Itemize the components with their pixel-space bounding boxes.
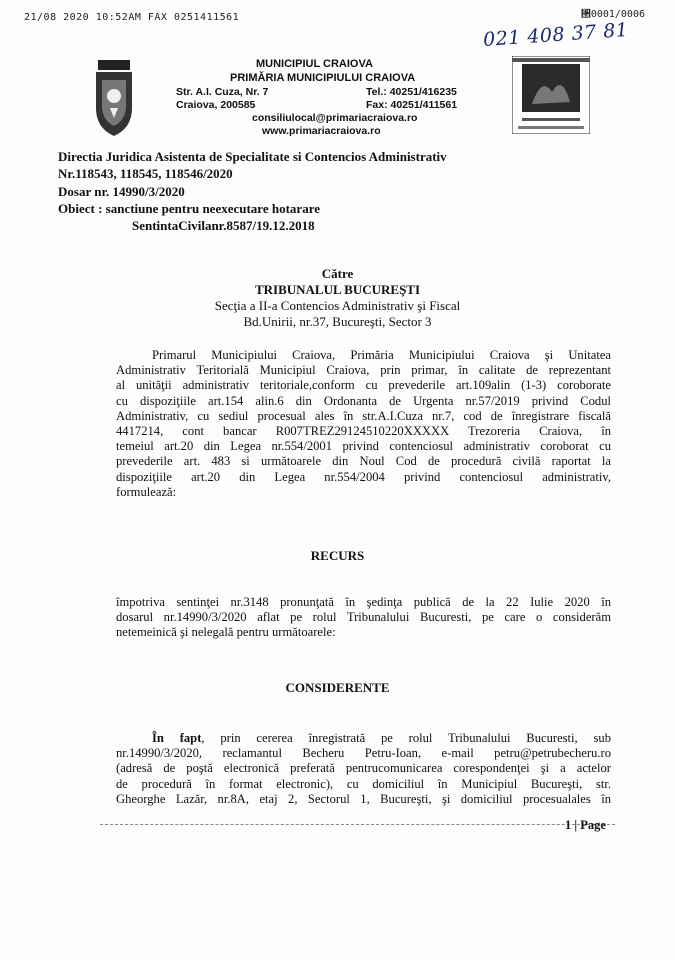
- municipality-name: MUNICIPIUL CRAIOVA: [256, 58, 373, 70]
- considerente-heading: CONSIDERENTE: [285, 680, 390, 695]
- addressee-to: Către: [321, 266, 354, 281]
- street-address: Str. A.I. Cuza, Nr. 7: [176, 86, 269, 98]
- intro-line: cu dispoziţiile art.154 alin.6 din Ordonanta de Urgenta nr.57/2019 privind Codul: [116, 393, 611, 408]
- city-hall-name: PRIMĂRIA MUNICIPIULUI CRAIOVA: [230, 72, 416, 84]
- facts-line: [116, 731, 611, 746]
- intro-line: 4417214, cont bancar R007TREZ29124510220XXXXX Trezoreria Craiova, în: [116, 424, 611, 439]
- intro-line: al unităţii administrativ teritoriale,conform cu prevederile art.109alin (1-3) coroborate: [116, 378, 611, 393]
- intro-line: Administrativ, cu sediul procesual ales în str.A.I.Cuza nr.7, cod de înregistrare fiscală: [116, 408, 611, 423]
- against-line: împotriva sentinţei nr.3148 pronunţată în şedinţa publică de la 22 Iulie 2020 în: [116, 595, 611, 609]
- certification-logo-icon: [512, 56, 590, 134]
- fax-page-counter: ⑒0001/0006: [580, 9, 645, 20]
- email-address: consiliulocal@primariacraiova.ro: [252, 112, 418, 124]
- facts-line: nr.14990/3/2020, reclamantul Becheru Petru-Ioan, e-mail petru@petrubecheru.ro: [116, 746, 611, 761]
- court-address: Bd.Unirii, nr.37, Bucureşti, Sector 3: [243, 314, 432, 329]
- facts-lead-rest: , prin cererea înregistrată pe rolul Tribunalului Bucuresti, sub: [201, 731, 611, 745]
- against-line: netemeinică şi nelegală pentru următoarele:: [116, 625, 336, 640]
- handwritten-number: 021 408 37 81: [482, 18, 630, 52]
- against-line: dosarul nr.14990/3/2020 aflat pe rolul Tribunalului Bucuresti, pe care o considerăm: [116, 610, 611, 625]
- subject-line: Obiect : sanctiune pentru neexecutare hotarare: [58, 201, 320, 216]
- city-postal: Craiova, 200585: [176, 99, 256, 111]
- court-name: TRIBUNALUL BUCUREŞTI: [254, 282, 421, 297]
- against-paragraph: [116, 595, 611, 641]
- registration-numbers: Nr.118543, 118545, 118546/2020: [58, 166, 233, 181]
- facts-paragraph: [116, 731, 611, 807]
- intro-line: prevederile art. 483 si următoarele din Noul Cod de procedură civilă raportat la: [116, 454, 611, 469]
- facts-line: Gheorghe Lazăr, nr.8A, etaj 2, Sectorul 1, Bucureşti, şi domiciliul procesualales în: [116, 791, 611, 806]
- footer-divider: [100, 824, 615, 825]
- intro-line: formulează:: [116, 484, 177, 499]
- fax-header: 21/08 2020 10:52AM FAX 0251411561: [24, 12, 240, 23]
- phone-number: Tel.: 40251/416235: [366, 86, 457, 98]
- facts-line: de procedură în format electronic), cu domiciliul în Municipiul Bucureşti, str.: [116, 776, 611, 791]
- fax-number: Fax: 40251/411561: [366, 99, 458, 111]
- intro-paragraph: [116, 348, 611, 500]
- intro-line: Primarul Municipiului Craiova, Primăria Municipiului Craiova şi Unitatea: [152, 348, 611, 362]
- facts-line: (adresă de poştă electronică preferată pentrucomunicarea corespondenţei şi a actelor: [116, 761, 611, 776]
- facts-lead: În fapt: [152, 731, 202, 745]
- page-number: 1 | Page: [565, 818, 606, 832]
- intro-line: temeiul art.20 din Legea nr.554/2001 privind contenciosul administrativ coroborat cu: [116, 439, 611, 454]
- intro-line: Administrativ Teritorială Municipiul Craiova, prin primar, în calitate de reprezentant: [116, 363, 611, 378]
- coat-of-arms-icon: [92, 60, 136, 136]
- website: www.primariacraiova.ro: [262, 125, 381, 137]
- recurs-heading: RECURS: [310, 548, 365, 563]
- sentence-reference: SentintaCivilanr.8587/19.12.2018: [132, 218, 315, 233]
- department-name: Directia Juridica Asistenta de Specialitate si Contencios Administrativ: [58, 149, 447, 164]
- case-number: Dosar nr. 14990/3/2020: [58, 184, 185, 199]
- intro-line: dispoziţiile art.20 din Legea nr.554/2004 privind contenciosul administrativ,: [116, 469, 611, 484]
- court-section: Secţia a II-a Contencios Administrativ şi Fiscal: [214, 298, 461, 313]
